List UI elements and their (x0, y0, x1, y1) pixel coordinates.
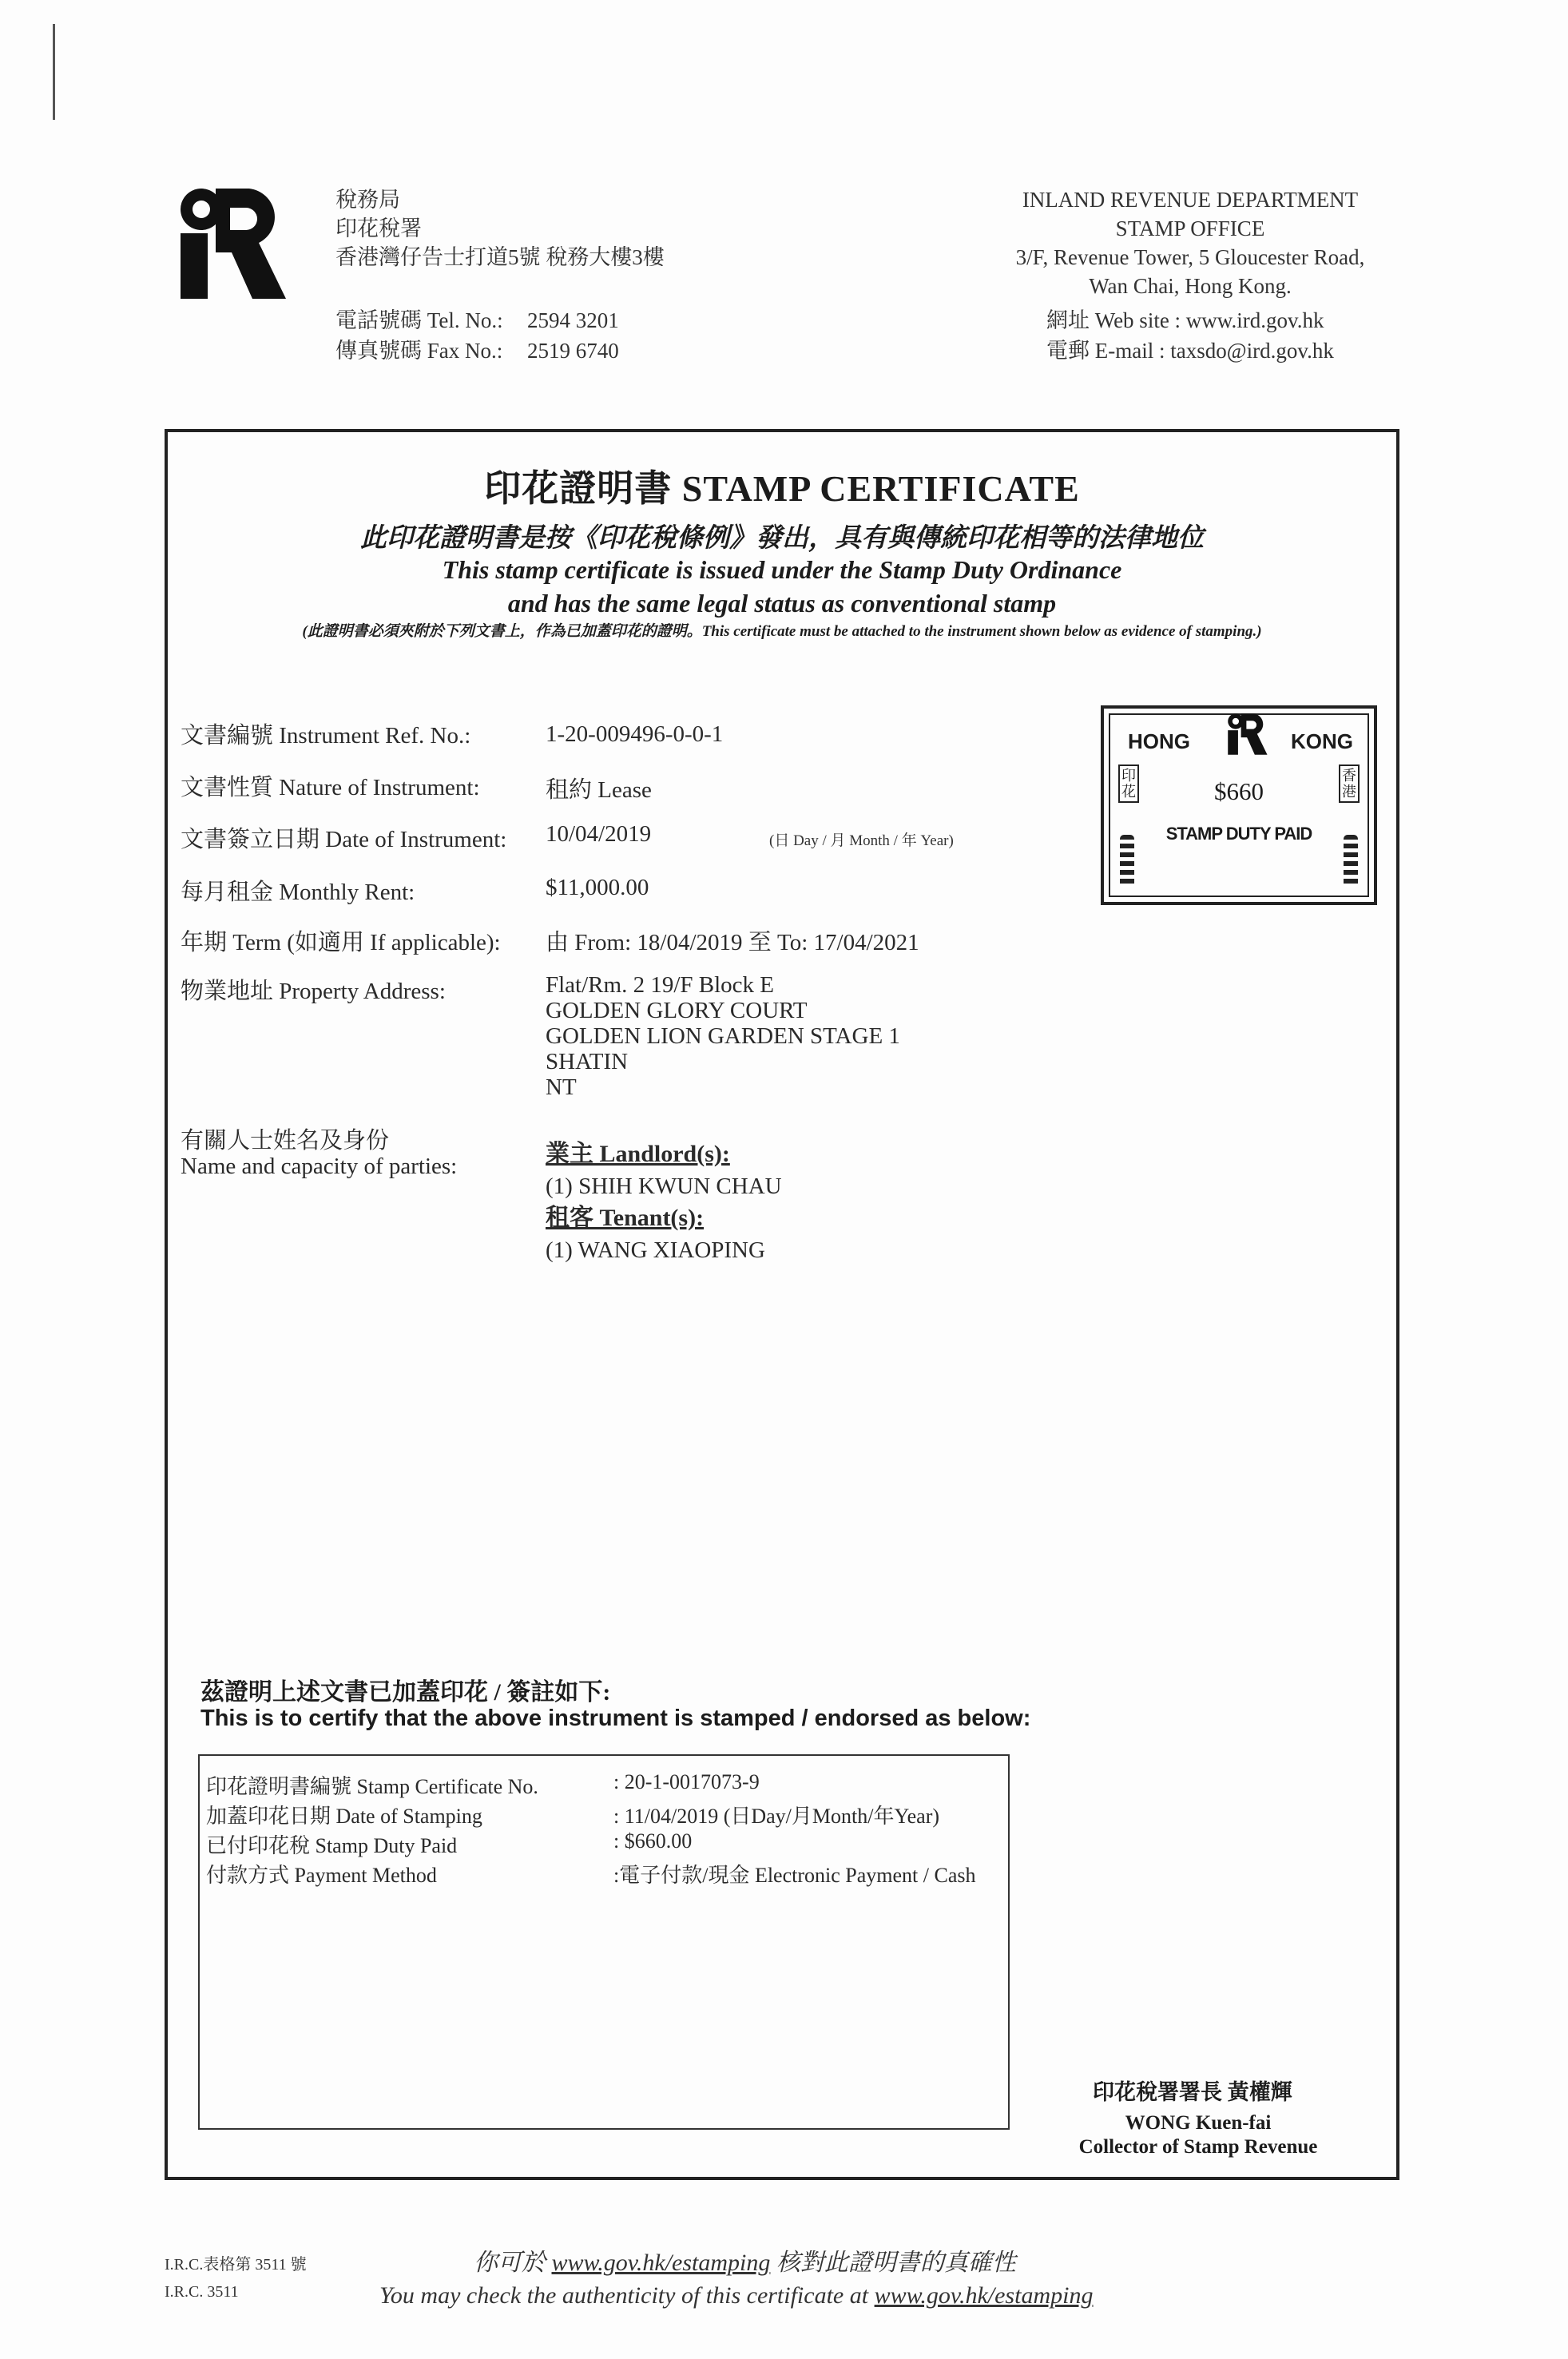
website: 網址 Web site : www.ird.gov.hk (1046, 308, 1324, 332)
stamping-row-label: 已付印花稅 Stamp Duty Paid (206, 1834, 458, 1857)
dept-en-line: STAMP OFFICE (1115, 216, 1265, 240)
stamp-ornament-right-icon (1344, 835, 1358, 888)
form-number-en: I.R.C. 3511 (165, 2283, 239, 2301)
parties-label-zh: 有關人士姓名及身份 (181, 1128, 390, 1154)
fax-row (335, 336, 619, 366)
stamping-row-label: 印花證明書編號 Stamp Certificate No. (206, 1775, 538, 1798)
verify-zh-prefix: 你可於 (474, 2250, 552, 2276)
ird-logo (169, 184, 289, 304)
field-label-ref: 文書編號 Instrument Ref. No.: (181, 723, 471, 749)
form-number (165, 2251, 307, 2305)
address-line: GOLDEN GLORY COURT (546, 998, 808, 1023)
parties-label (181, 1128, 457, 1179)
dept-en-line: Wan Chai, Hong Kong. (1089, 274, 1292, 298)
signatory-name: WONG Kuen-fai (1125, 2112, 1272, 2134)
property-address (546, 972, 900, 1100)
landlord-name: (1) SHIH KWUN CHAU (546, 1174, 782, 1199)
dept-zh-block (335, 185, 665, 272)
stamping-row-label: 加蓋印花日期 Date of Stamping (206, 1805, 482, 1828)
verify-note-en (379, 2282, 1093, 2309)
stamping-row-value: : 11/04/2019 (日Day/月Month/年Year) (613, 1805, 940, 1828)
tenant-name: (1) WANG XIAOPING (546, 1237, 765, 1263)
certificate-subtitle-en (165, 553, 1399, 620)
signatory-title-zh: 印花稅署署長 黃權輝 (1093, 2080, 1292, 2104)
certification-zh: 茲證明上述文書已加蓋印花 / 簽註如下: (200, 1679, 611, 1706)
field-label-date: 文書簽立日期 Date of Instrument: (181, 827, 507, 852)
stamping-row (206, 1770, 760, 1800)
field-label-address: 物業地址 Property Address: (181, 979, 446, 1004)
verify-en-prefix: You may check the authenticity of this certificate at (379, 2282, 875, 2309)
scan-mark (53, 24, 55, 120)
stamp-kong-text: KONG (1291, 729, 1353, 753)
dept-zh-line: 印花稅署 (335, 216, 422, 240)
field-value-term: 由 From: 18/04/2019 至 To: 17/04/2021 (546, 930, 919, 955)
field-value-date: 10/04/2019 (546, 821, 652, 847)
stamp-amount: $660 (1214, 777, 1264, 805)
web-block (1046, 305, 1334, 366)
fax-label: 傳真號碼 Fax No.: (335, 339, 503, 363)
certificate-subtitle-zh: 此印花證明書是按《印花稅條例》發出，具有與傳統印花相等的法律地位 (360, 524, 1204, 553)
stamping-row (206, 1800, 940, 1829)
dept-zh-line: 香港灣仔告士打道5號 稅務大樓3樓 (335, 245, 665, 269)
address-line: NT (546, 1074, 577, 1100)
certificate-title: 印花證明書 STAMP CERTIFICATE (484, 468, 1080, 509)
stamping-row-label: 付款方式 Payment Method (206, 1864, 437, 1887)
dept-en-line: INLAND REVENUE DEPARTMENT (1022, 188, 1359, 212)
signatory-title-en: Collector of Stamp Revenue (1078, 2136, 1318, 2158)
subtitle-en-line: and has the same legal status as conventional stamp (507, 589, 1057, 618)
field-label-term: 年期 Term (如適用 If applicable): (181, 930, 501, 955)
subtitle-en-line: This stamp certificate is issued under the Stamp Duty Ordinance (442, 555, 1122, 584)
stamp-ird-logo-icon (1222, 712, 1270, 757)
stamp-side-seal-right: 香港 (1339, 764, 1360, 803)
stamping-row (206, 1829, 693, 1859)
date-format-hint: (日 Day / 月 Month / 年 Year) (769, 832, 954, 849)
stamp-side-seal-left: 印花 (1118, 764, 1139, 803)
verify-zh-suffix: 核對此證明書的真確性 (770, 2250, 1016, 2276)
address-line: SHATIN (546, 1049, 629, 1074)
stamp-duty-paid-stamp (1101, 705, 1377, 905)
fax-number: 2519 6740 (527, 339, 619, 363)
stamp-inner-border (1109, 713, 1369, 897)
tenant-heading: 租客 Tenant(s): (546, 1205, 705, 1231)
verify-link-zh[interactable]: www.gov.hk/estamping (551, 2250, 771, 2276)
attach-note: (此證明書必須夾附於下列文書上，作為已加蓋印花的證明。This certificate must be attached to the instrument shown below as evidence of stamping.) (302, 623, 1262, 640)
parties-list (546, 1138, 782, 1266)
verify-note-zh (474, 2242, 1016, 2278)
stamping-row (206, 1859, 976, 1888)
stamping-details-box (198, 1754, 1010, 2130)
signatory-block (1038, 2111, 1358, 2159)
dept-en-line: 3/F, Revenue Tower, 5 Gloucester Road, (1015, 245, 1365, 269)
parties-label-en: Name and capacity of parties: (181, 1154, 458, 1179)
dept-zh-line: 稅務局 (335, 188, 400, 212)
tel-label: 電話號碼 Tel. No.: (335, 308, 503, 332)
phone-block (335, 305, 619, 366)
tel-row (335, 305, 619, 336)
stamp-hong-text: HONG (1128, 729, 1190, 753)
stamping-row-value: : $660.00 (613, 1829, 693, 1853)
field-label-rent: 每月租金 Monthly Rent: (181, 880, 415, 905)
dept-en-block (990, 185, 1390, 300)
tel-number: 2594 3201 (527, 308, 619, 332)
form-number-zh: I.R.C.表格第 3511 號 (165, 2256, 307, 2274)
field-value-rent: $11,000.00 (546, 875, 649, 900)
address-line: Flat/Rm. 2 19/F Block E (546, 972, 774, 998)
address-line: GOLDEN LION GARDEN STAGE 1 (546, 1023, 900, 1049)
field-value-nature: 租約 Lease (546, 777, 652, 803)
field-label-nature: 文書性質 Nature of Instrument: (181, 775, 480, 800)
email: 電郵 E-mail : taxsdo@ird.gov.hk (1046, 339, 1334, 363)
verify-link-en[interactable]: www.gov.hk/estamping (874, 2282, 1094, 2309)
certification-en: This is to certify that the above instrument is stamped / endorsed as below: (200, 1706, 1031, 1731)
stamp-paid-text: STAMP DUTY PAID (1165, 824, 1312, 844)
stamp-ornament-left-icon (1120, 835, 1134, 888)
stamping-row-value: : 20-1-0017073-9 (613, 1770, 760, 1793)
field-value-ref: 1-20-009496-0-0-1 (546, 721, 724, 747)
stamping-row-value: :電子付款/現金 Electronic Payment / Cash (613, 1864, 976, 1887)
landlord-heading: 業主 Landlord(s): (546, 1141, 730, 1167)
